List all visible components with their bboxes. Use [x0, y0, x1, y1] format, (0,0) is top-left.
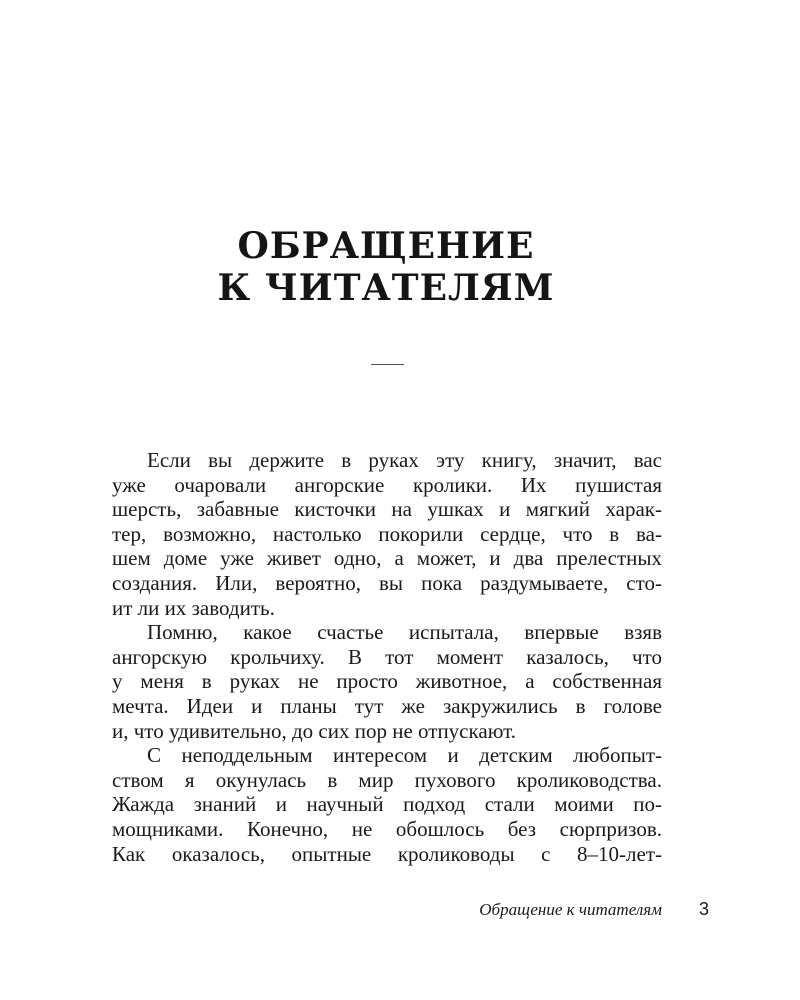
text-line: Если вы держите в руках эту книгу, значит, вас: [147, 448, 662, 472]
text-line: ангорскую крольчиху. В тот момент казалось, что: [112, 644, 662, 669]
running-footer-title: Обращение к читателям: [479, 900, 662, 919]
text-line: создания. Или, вероятно, вы пока раздумываете, сто-: [112, 570, 662, 595]
title-divider: [371, 364, 404, 365]
text-line: Помню, какое счастье испытала, впервые взяв: [147, 620, 662, 645]
page-number: 3: [699, 899, 710, 919]
text-line: Жажда знаний и научный подход стали моими по-: [112, 792, 662, 817]
text-line: Как оказалось, опытные кролиководы с 8–10-лет-: [112, 841, 662, 866]
text-line: уже очаровали ангорские кролики. Их пушистая: [112, 472, 662, 497]
text-line: мечта. Идеи и планы тут же закружились в голове: [112, 693, 662, 718]
text-line: шем доме уже живет одно, а может, и два прелестных: [112, 546, 662, 571]
text-line: мощниками. Конечно, не обошлось без сюрпризов.: [112, 816, 662, 841]
text-line: тер, возможно, настолько покорили сердце, что в ва-: [112, 521, 662, 546]
text-line: у меня в руках не просто животное, а собственная: [112, 669, 662, 694]
chapter-title-line-1: ОБРАЩЕНИЕ: [237, 225, 535, 267]
chapter-title-line-2: К ЧИТАТЕЛЯМ: [217, 267, 555, 309]
text-line: и, что удивительно, до сих пор не отпускают.: [112, 718, 516, 743]
chapter-body: [112, 448, 662, 866]
text-line: С неподдельным интересом и детским любопыт-: [147, 743, 662, 768]
text-line: ством я окунулась в мир пухового кролиководства.: [112, 767, 662, 792]
text-line: ит ли их заводить.: [112, 595, 275, 620]
text-line: шерсть, забавные кисточки на ушках и мягкий харак-: [112, 497, 662, 522]
